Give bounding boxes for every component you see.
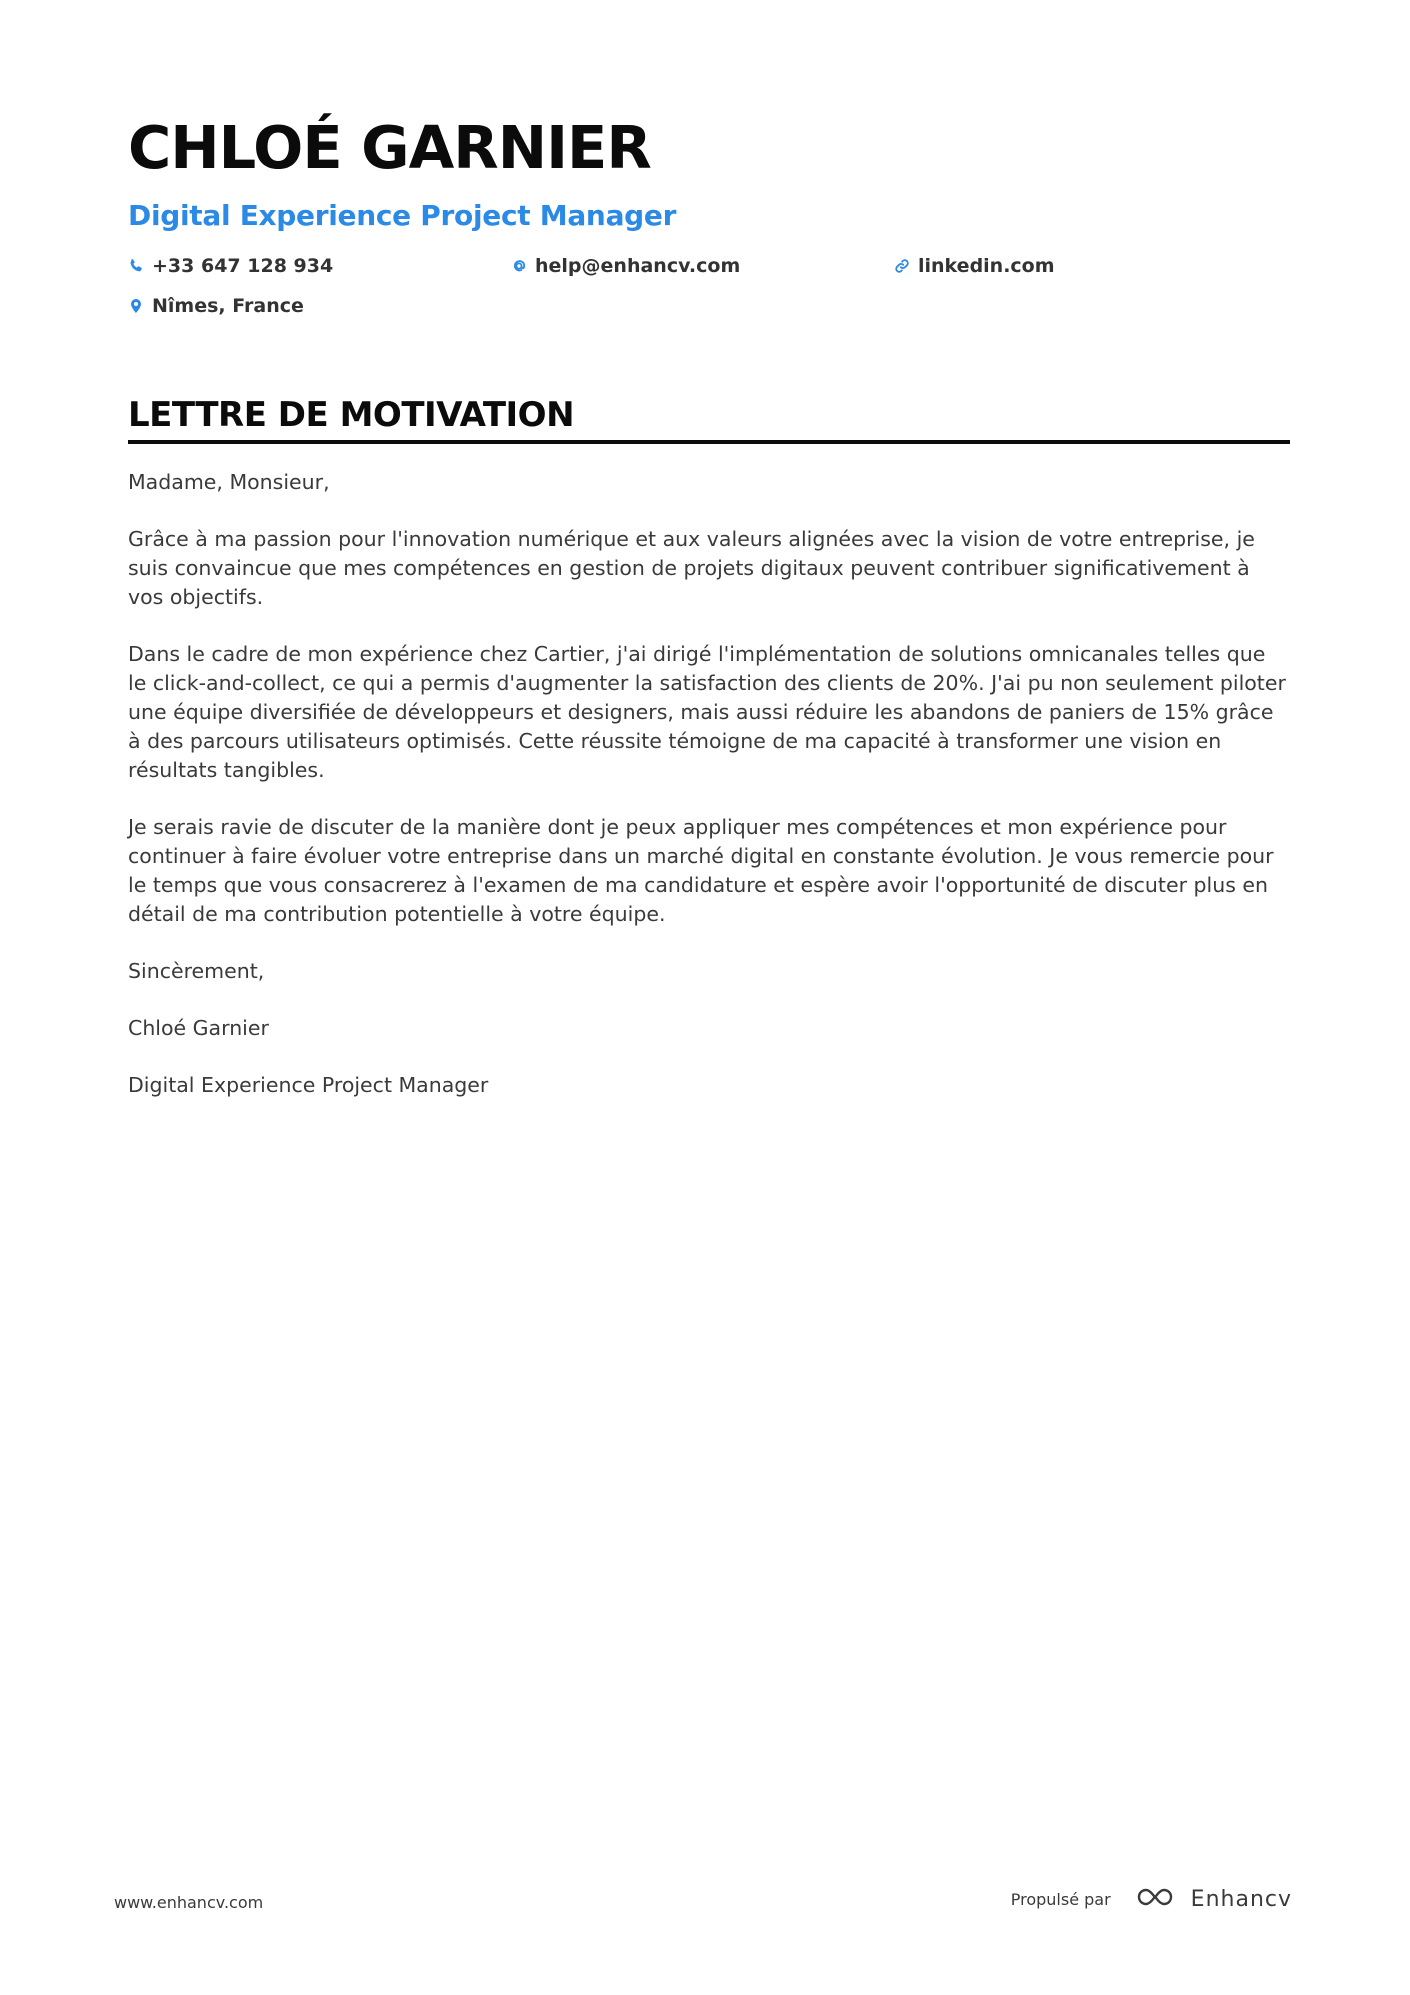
footer-website-link[interactable]: www.enhancv.com <box>114 1893 264 1912</box>
contact-location <box>128 290 511 321</box>
section-divider <box>128 440 1290 444</box>
contact-email-text: help@enhancv.com <box>535 254 741 277</box>
contact-phone[interactable] <box>128 250 511 281</box>
at-icon <box>511 258 527 274</box>
letter-closing: Sincèrement, <box>128 959 265 983</box>
letter-salutation: Madame, Monsieur, <box>128 470 330 494</box>
footer-branding[interactable] <box>1011 1884 1292 1914</box>
candidate-name: CHLOÉ GARNIER <box>128 113 651 182</box>
phone-icon <box>128 258 144 274</box>
location-pin-icon <box>128 298 144 314</box>
job-title: Digital Experience Project Manager <box>128 199 677 232</box>
contact-list <box>128 250 1290 321</box>
letter-paragraph: Grâce à ma passion pour l'innovation numérique et aux valeurs alignées avec la vision de votre entreprise, je suis convaincue que mes compétences en gestion de projets digitaux peuvent contribuer significativement à vos objectifs. <box>128 527 1255 609</box>
contact-linkedin[interactable] <box>894 250 1277 281</box>
contact-email[interactable] <box>511 250 894 281</box>
link-icon <box>894 258 910 274</box>
brand-name: Enhancv <box>1190 1886 1292 1912</box>
contact-linkedin-text: linkedin.com <box>918 254 1055 277</box>
signature-name: Chloé Garnier <box>128 1016 269 1040</box>
contact-location-text: Nîmes, France <box>152 294 304 317</box>
signature-title: Digital Experience Project Manager <box>128 1073 489 1097</box>
letter-paragraph: Je serais ravie de discuter de la manière dont je peux appliquer mes compétences et mon expérience pour continuer à faire évoluer votre entreprise dans un marché digital en constante évolution. Je vous remercie pour le temps que vous consacrerez à l'examen de ma candidature et espère avoir l'opportunité de discuter plus en détail de ma contribution potentielle à votre équipe. <box>128 815 1274 926</box>
powered-by-label: Propulsé par <box>1010 1889 1111 1909</box>
section-title: LETTRE DE MOTIVATION <box>128 395 575 435</box>
letter-paragraph: Dans le cadre de mon expérience chez Cartier, j'ai dirigé l'implémentation de solutions omnicanales telles que le click-and-collect, ce qui a permis d'augmenter la satisfaction des clients de 20%. J'ai pu non seulement piloter une équipe diversifiée de développeurs et designers, mais aussi réduire les abandons de paniers de 15% grâce à des parcours utilisateurs optimisés. Cette réussite témoigne de ma capacité à transformer une vision en résultats tangibles. <box>128 642 1286 782</box>
contact-phone-text: +33 647 128 934 <box>152 254 334 277</box>
letter-body <box>128 468 1290 1100</box>
cover-letter-page <box>128 108 1290 1128</box>
enhancv-logo-icon <box>1133 1884 1191 1914</box>
